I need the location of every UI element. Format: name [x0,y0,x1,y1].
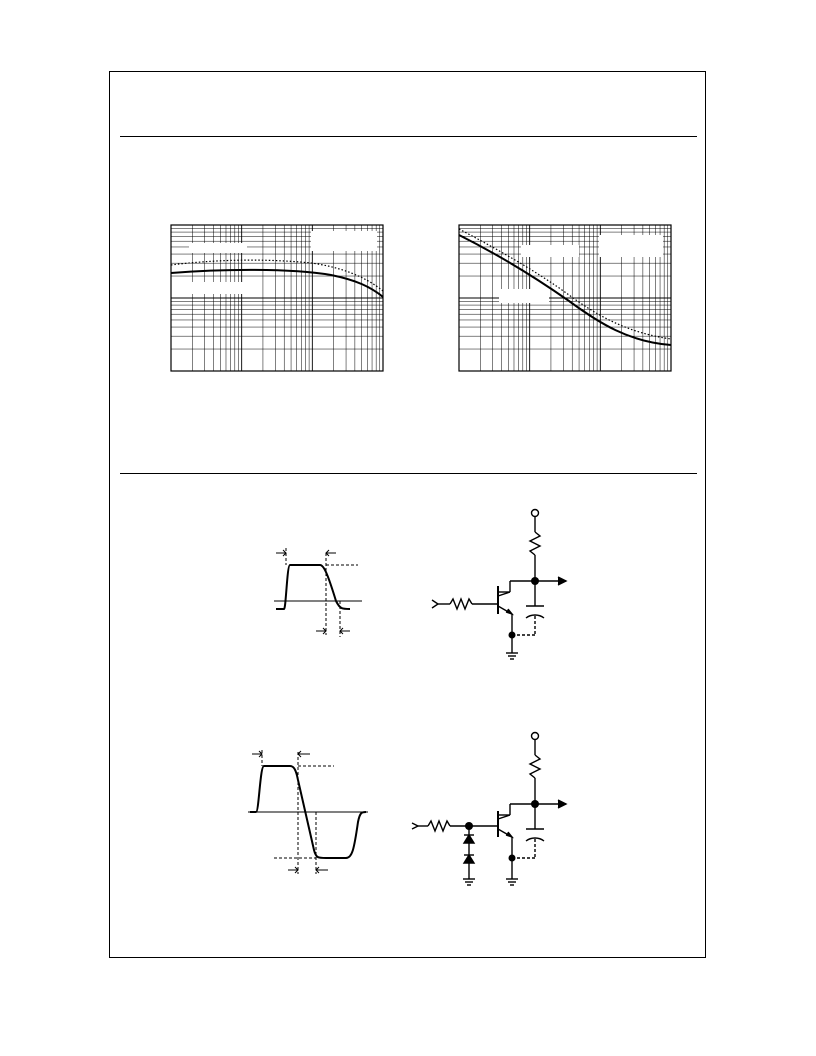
left-graph-label-box-1 [189,243,247,253]
circuit-1-output-node [531,577,539,585]
circuit-2-base-resistor [428,821,450,831]
circuit-2-diode-2 [464,855,474,863]
bipolar-pulse-waveform-icon [246,750,371,880]
right-graph-label-box-2 [599,235,663,257]
right-graph-label-box-3 [499,289,549,303]
circuit-1-base-resistor [450,599,472,609]
left-graph-label-box-2 [311,231,377,251]
transistor-switching-circuit-icon [428,508,568,663]
left-graph-label-box-3 [191,282,243,294]
pulse-waveform-icon [270,545,370,645]
circuit-2-collector-resistor [530,755,540,778]
waveform-1-pulse [276,565,350,609]
circuit-1-emitter-node [509,632,516,639]
circuit-2-diode-1 [464,835,474,843]
circuit-1-vcc-terminal [532,510,539,517]
circuit-1-input-arrow [432,600,438,608]
right-graph [459,225,671,371]
transistor-switching-circuit-with-diodes-icon [410,731,570,891]
circuit-1-collector-resistor [530,532,540,555]
circuit-2-input-node [465,822,473,830]
page-frame [109,71,706,958]
left-graph [171,225,383,371]
section-divider-middle [120,473,697,474]
right-graph-label-box-1 [521,245,579,257]
section-divider-top [120,136,697,137]
circuit-1-output-arrow [558,577,566,585]
